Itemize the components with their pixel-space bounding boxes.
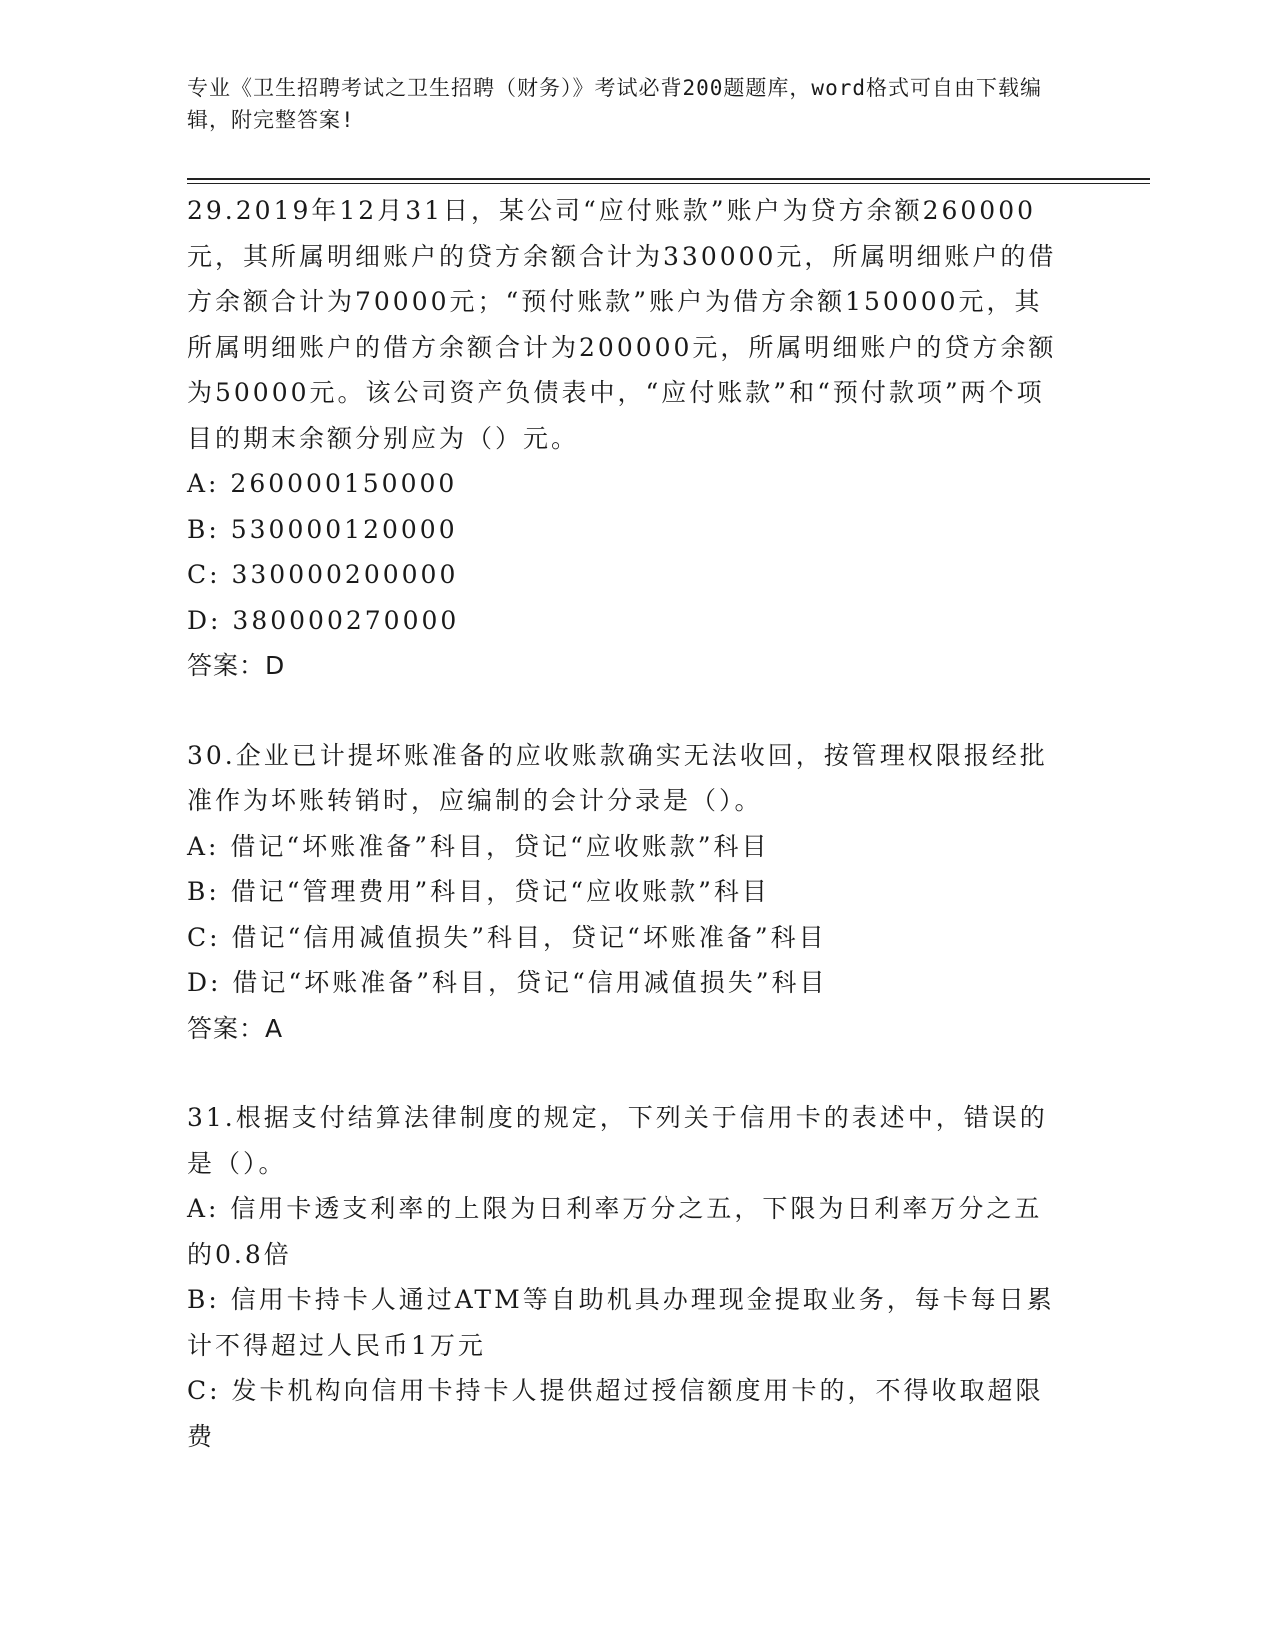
question-list <box>187 188 1067 1503</box>
question-stem: 31.根据支付结算法律制度的规定，下列关于信用卡的表述中，错误的是（）。 <box>187 1103 1048 1178</box>
answer-label: 答案：D <box>187 651 286 680</box>
option-a: A: 借记“坏账准备”科目，贷记“应收账款”科目 <box>187 831 770 861</box>
option-c: C: 借记“信用减值损失”科目，贷记“坏账准备”科目 <box>187 922 827 952</box>
question-31 <box>187 1095 1067 1459</box>
option-b: B: 信用卡持卡人通过ATM等自助机具办理现金提取业务，每卡每日累计不得超过人民币1万元 <box>187 1285 1055 1360</box>
page-header: 专业《卫生招聘考试之卫生招聘（财务）》考试必背200题题库，word格式可自由下载编辑，附完整答案! <box>187 76 1042 132</box>
option-b: B: 借记“管理费用”科目，贷记“应收账款”科目 <box>187 877 770 906</box>
header-divider-thick <box>187 178 1150 180</box>
option-a: A: 260000150000 <box>187 469 458 498</box>
option-a: A: 信用卡透支利率的上限为日利率万分之五，下限为日利率万分之五的0.8倍 <box>187 1194 1043 1269</box>
question-29 <box>187 188 1067 689</box>
option-d: D: 380000270000 <box>187 605 460 635</box>
question-stem: 30.企业已计提坏账准备的应收账款确实无法收回，按管理权限报经批准作为坏账转销时，应编制的会计分录是（）。 <box>187 740 1048 815</box>
question-stem: 29.2019年12月31日，某公司“应付账款”账户为贷方余额260000元，其所属明细账户的贷方余额合计为330000元，所属明细账户的借方余额合计为70000元；“预付账款”账户为借方余额150000元，其所属明细账户的借方余额合计为200000元，所属明细账户的贷方余额为50000元。该公司资产负债表中，“应付账款”和“预付款项”两个项目的期末余额分别应为（）元。 <box>187 196 1057 453</box>
question-30 <box>187 733 1067 1052</box>
answer-label: 答案：A <box>187 1013 284 1043</box>
option-b: B: 530000120000 <box>187 514 458 544</box>
option-d: D: 借记“坏账准备”科目，贷记“信用减值损失”科目 <box>187 968 828 997</box>
header-divider-thin <box>187 183 1150 184</box>
option-c: C: 330000200000 <box>187 560 459 589</box>
option-c: C: 发卡机构向信用卡持卡人提供超过授信额度用卡的，不得收取超限费 <box>187 1376 1044 1451</box>
